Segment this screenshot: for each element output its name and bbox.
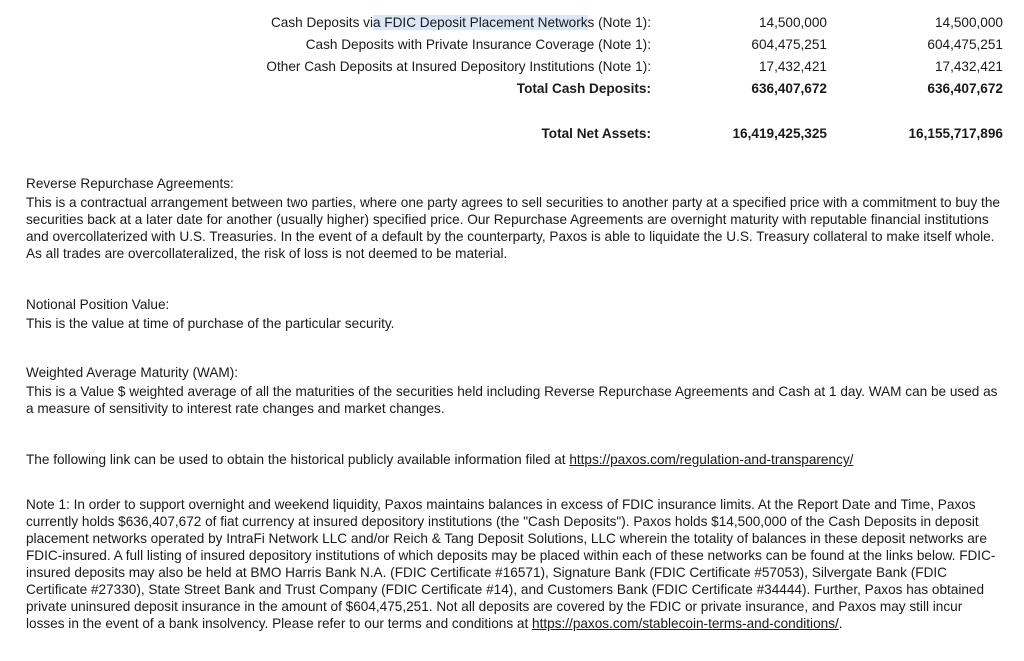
value-col-1: 16,419,425,325 [732,126,827,141]
table-row [0,12,1024,34]
link-sentence: The following link can be used to obtain the historical publicly available information filed at https://paxos.com/regulation-and-transparency/ [26,452,854,467]
transparency-link[interactable]: https://paxos.com/regulation-and-transparency/ [569,452,854,467]
row-label: Cash Deposits via FDIC Deposit Placement Networks (Note 1): [270,15,651,30]
section-body: This is a contractual arrangement between two parties, where one party agrees to sell securities to another party at a specified price with a commitment to buy the securities back at a later date for another (usually higher) specified price. Our Repurchase Agreements are overnight maturity with reputable financial institutions and overcollaterized with U.S. Treasuries. In the event of a default by the counterparty, Paxos is able to liquidate the U.S. Treasury collateral to make itself whole. As all trades are overcollateralized, the risk of loss is not deemed to be material. [26,195,1000,261]
table-row [0,56,1024,78]
table-row-total-cash [0,78,1024,100]
value-col-2: 636,407,672 [927,81,1003,96]
section-wam [26,364,1002,417]
spacer [0,100,1024,123]
section-note-1 [26,496,1002,632]
section-heading: Notional Position Value: [26,297,170,312]
value-col-2: 16,155,717,896 [908,126,1003,141]
section-heading: Weighted Average Maturity (WAM): [26,365,239,380]
section-body: This is a Value $ weighted average of all the maturities of the securities held including Reverse Repurchase Agreements and Cash at 1 day. WAM can be used as a measure of sensitivity to interest rate changes and market changes. [26,384,998,416]
section-body: This is the value at time of purchase of the particular security. [26,316,395,331]
value-col-2: 17,432,421 [934,59,1003,74]
section-heading: Reverse Repurchase Agreements: [26,176,234,191]
value-col-1: 636,407,672 [751,81,827,96]
section-notional [26,296,1002,332]
value-col-1: 17,432,421 [758,59,827,74]
value-col-1: 604,475,251 [751,37,827,52]
section-reverse-repo [26,175,1002,262]
section-historical-link [26,451,1002,468]
text-highlight: a FDIC Deposit Placement Network [372,15,588,30]
value-col-1: 14,500,000 [758,15,827,30]
row-label: Cash Deposits with Private Insurance Coverage (Note 1): [305,37,651,52]
terms-link[interactable]: https://paxos.com/stablecoin-terms-and-conditions/ [532,616,839,631]
value-col-2: 604,475,251 [927,37,1003,52]
value-col-2: 14,500,000 [934,15,1003,30]
table-row-total-net-assets [0,123,1024,145]
row-label: Total Net Assets: [541,126,651,141]
row-label: Total Cash Deposits: [516,81,651,96]
table-row [0,34,1024,56]
financial-summary-table [0,12,1024,145]
note-body: Note 1: In order to support overnight and weekend liquidity, Paxos maintains balances in excess of FDIC insurance limits. At the Report Date and Time, Paxos currently holds $636,407,672 of fiat currency at insured depository institutions (the "Cash Deposits"). Paxos holds $14,500,000 of the Cash Deposits in deposit placement networks operated by IntraFi Network LLC and/or Reich & Tang Deposit Solutions, LLC wherein the totality of balances in these deposit networks are FDIC-insured. A full listing of insured depository institutions of which deposits may be placed within each of these networks can be found at the links below. FDIC-insured deposits may also be held at BMO Harris Bank N.A. (FDIC Certificate #16571), Signature Bank (FDIC Certificate #57053), Silvergate Bank (FDIC Certificate #27330), State Street Bank and Trust Company (FDIC Certificate #14), and Customers Bank (FDIC Certificate #34444). Further, Paxos has obtained private uninsured deposit insurance in the amount of $604,475,251. Not all deposits are covered by the FDIC or private insurance, and Paxos may still incur losses in the event of a bank insolvency. Please refer to our terms and conditions at https://paxos.com/stablecoin-terms-and-conditions/. [26,497,996,631]
row-label: Other Cash Deposits at Insured Depository Institutions (Note 1): [266,59,651,74]
